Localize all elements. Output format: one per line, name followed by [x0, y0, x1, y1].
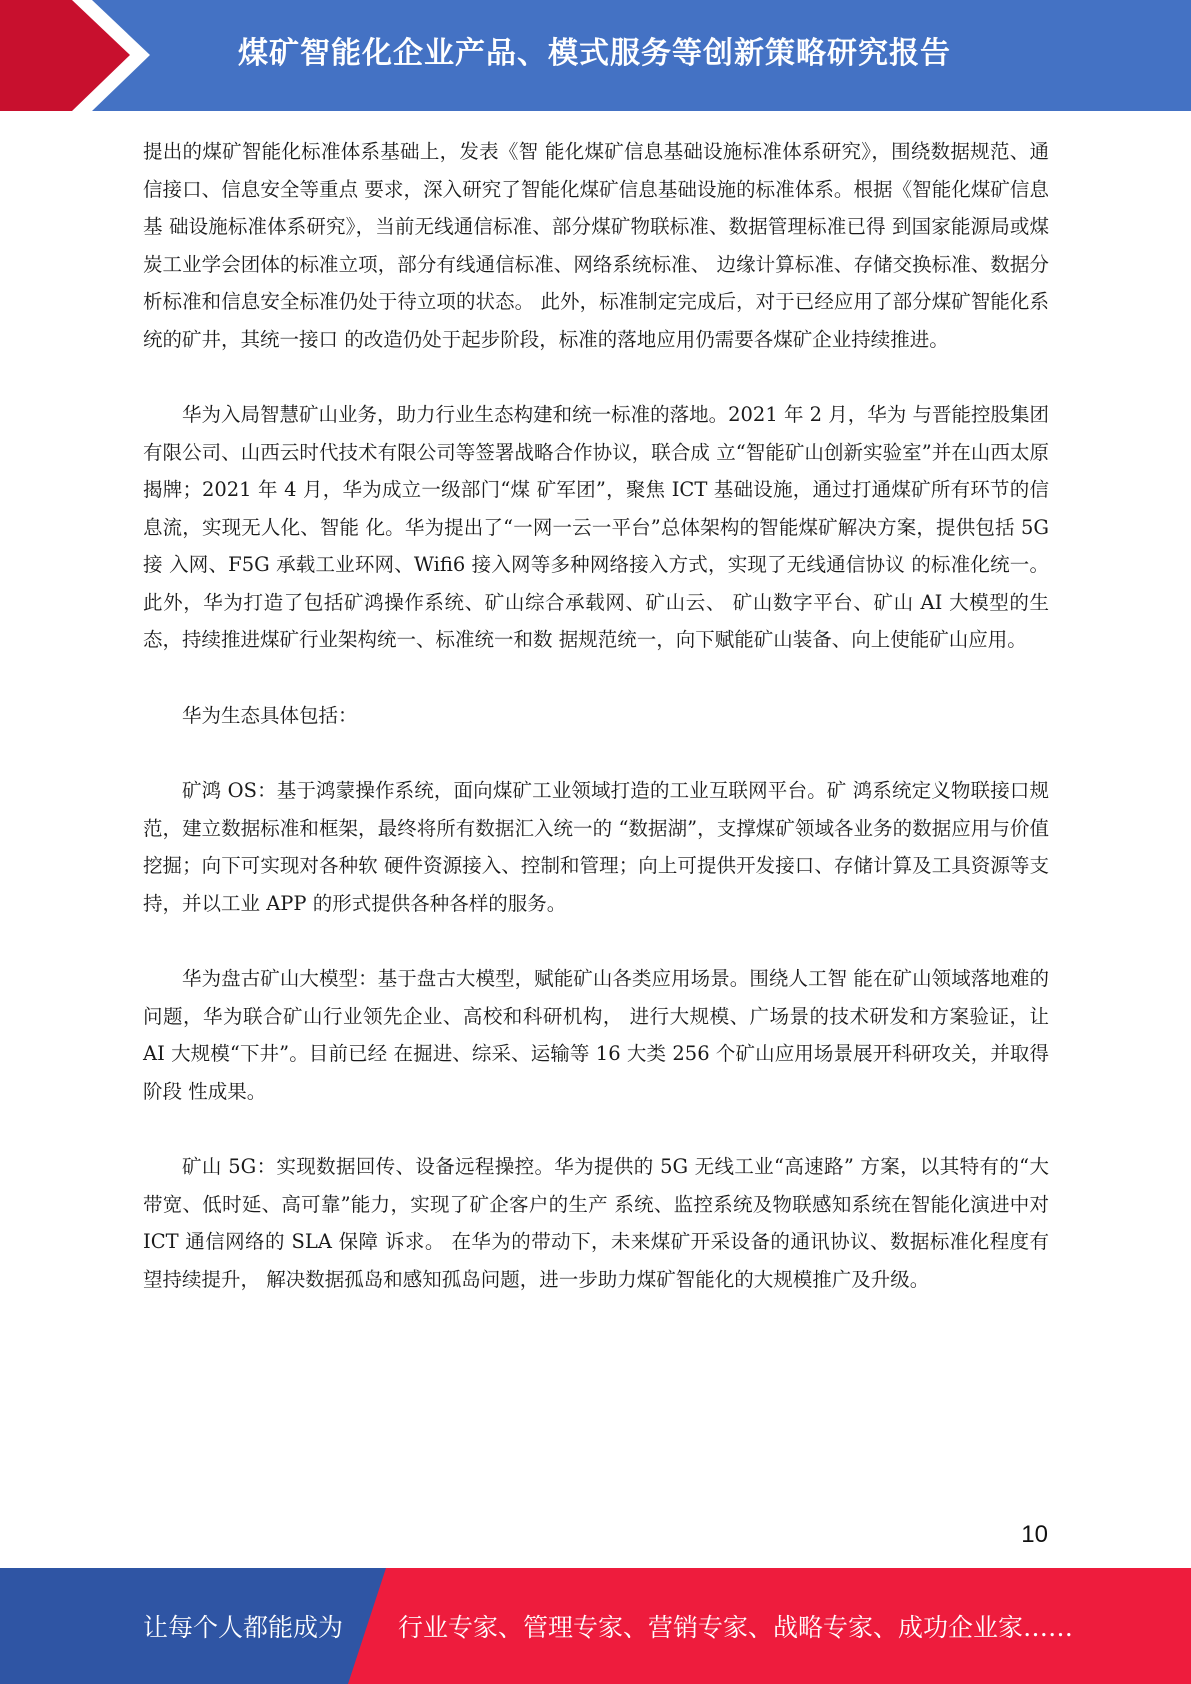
report-title: 煤矿智能化企业产品、模式服务等创新策略研究报告	[238, 36, 951, 71]
paragraph-standards: 提出的煤矿智能化标准体系基础上，发表《智 能化煤矿信息基础设施标准体系研究》，围绕数据规范、通信接口、信息安全等重点 要求，深入研究了智能化煤矿信息基础设施的标准体系。根据《智能化煤矿信息基 础设施标准体系研究》，当前无线通信标准、部分煤矿物联标准、数据管理标准已得 到国家能源局或煤炭工业学会团体的标准立项，部分有线通信标准、网络系统标准、 边缘计算标准、存储交换标准、数据分析标准和信息安全标准仍处于待立项的状态。 此外，标准制定完成后，对于已经应用了部分煤矿智能化系统的矿井，其统一接口 的改造仍处于起步阶段，标准的落地应用仍需要各煤矿企业持续推进。	[143, 140, 1049, 351]
paragraph-kuanghong-os: 矿鸿 OS：基于鸿蒙操作系统，面向煤矿工业领域打造的工业互联网平台。矿 鸿系统定义物联接口规范，建立数据标准和框架，最终将所有数据汇入统一的 “数据湖”，支撑煤矿领域各业务的数据应用与价值挖掘；向下可实现对各种软 硬件资源接入、控制和管理；向上可提供开发接口、存储计算及工具资源等支 持，并以工业 APP 的形式提供各种各样的服务。	[143, 779, 1049, 915]
paragraph-pangu-model: 华为盘古矿山大模型：基于盘古大模型，赋能矿山各类应用场景。围绕人工智 能在矿山领域落地难的问题，华为联合矿山行业领先企业、高校和科研机构， 进行大规模、广场景的技术研发和方案验证，让 AI 大规模“下井”。目前已经 在掘进、综采、运输等 16 大类 256 个矿山应用场景展开科研攻关，并取得阶段 性成果。	[143, 967, 1049, 1103]
main-content	[143, 133, 1049, 1336]
footer-slogan-left: 让每个人都能成为	[143, 1613, 344, 1642]
footer-slogan-right: 行业专家、管理专家、营销专家、战略专家、成功企业家……	[398, 1613, 1074, 1642]
page-number: 10	[1021, 1521, 1048, 1548]
header-chevron-graphic	[0, 0, 160, 111]
page-header	[0, 0, 1191, 111]
paragraph-ecosystem-intro: 华为生态具体包括：	[182, 703, 358, 727]
paragraph-mine-5g: 矿山 5G：实现数据回传、设备远程操控。华为提供的 5G 无线工业“高速路” 方案，以其特有的“大带宽、低时延、高可靠”能力，实现了矿企客户的生产 系统、监控系统及物联感知系统在智能化演进中对 ICT 通信网络的 SLA 保障 诉求。 在华为的带动下，未来煤矿开采设备的通讯协议、数据标准化程度有望持续提升， 解决数据孤岛和感知孤岛问题，进一步助力煤矿智能化的大规模推广及升级。	[143, 1155, 1049, 1291]
paragraph-huawei-entry: 华为入局智慧矿山业务，助力行业生态构建和统一标准的落地。2021 年 2 月，华为 与晋能控股集团有限公司、山西云时代技术有限公司等签署战略合作协议，联合成 立“智能矿山创新实验室”并在山西太原揭牌；2021 年 4 月，华为成立一级部门“煤 矿军团”，聚焦 ICT 基础设施，通过打通煤矿所有环节的信息流，实现无人化、智能 化。华为提出了“一网一云一平台”总体架构的智能煤矿解决方案，提供包括 5G 接 入网、F5G 承载工业环网、Wifi6 接入网等多种网络接入方式，实现了无线通信协议 的标准化统一。此外，华为打造了包括矿鸿操作系统、矿山综合承载网、矿山云、 矿山数字平台、矿山 AI 大模型的生态，持续推进煤矿行业架构统一、标准统一和数 据规范统一，向下赋能矿山装备、向上使能矿山应用。	[143, 403, 1049, 651]
page-footer	[0, 1568, 1191, 1684]
